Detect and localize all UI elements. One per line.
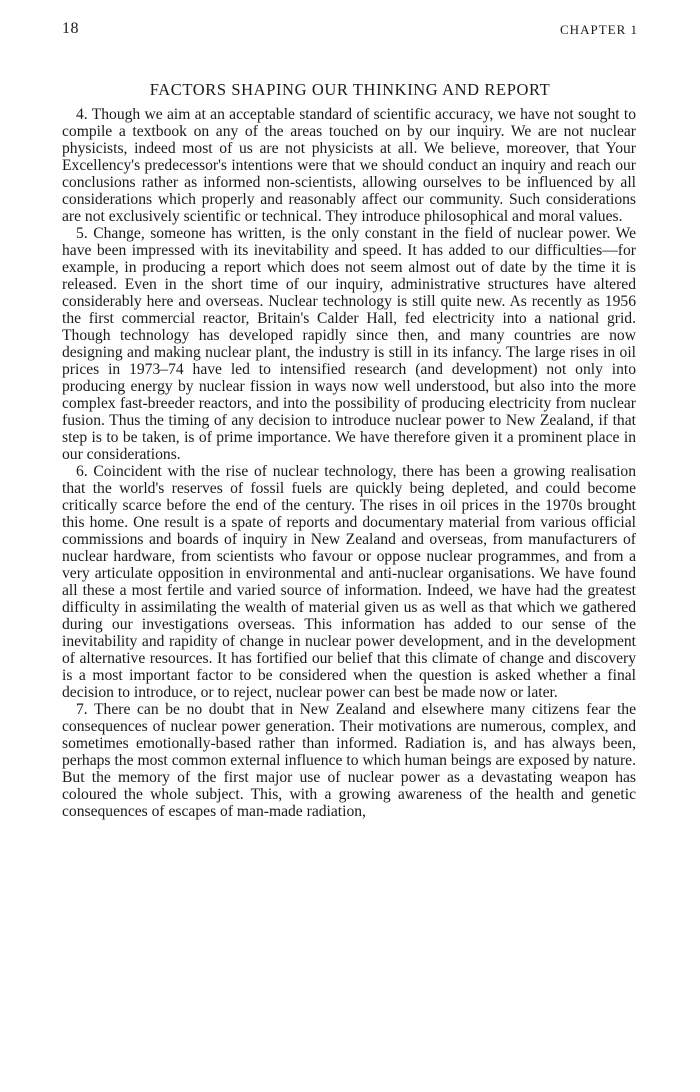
body-text <box>62 106 636 820</box>
section-heading: FACTORS SHAPING OUR THINKING AND REPORT <box>149 80 551 99</box>
paragraph-6: 6. Coincident with the rise of nuclear technology, there has been a growing realisation that the world's reserves of fossil fuels are quickly being depleted, and could become critically scarce before the end of the century. The rises in oil prices in the 1970s brought this home. One result is a spate of reports and documentary material from various official commissions and boards of inquiry in New Zealand and overseas, from manufacturers of nuclear hardware, from scientists who favour or oppose nuclear programmes, and from a very articulate opposition in environmental and anti-nuclear organisations. We have found all these a most fertile and varied source of information. Indeed, we have had the greatest difficulty in assimilating the wealth of material given us as well as that which we gathered during our investigations overseas. This information has added to our sense of the inevitability and rapidity of change in nuclear power development, and in the development of alternative resources. It has fortified our belief that this climate of change and discovery is a most important factor to be considered when the question is asked whether a final decision to introduce, or to reject, nuclear power can best be made now or later. <box>62 463 636 701</box>
paragraph-7: 7. There can be no doubt that in New Zealand and elsewhere many citizens fear the consequences of nuclear power generation. Their motivations are numerous, complex, and sometimes emotionally-based rather than informed. Radiation is, and has always been, perhaps the most common external influence to which human beings are exposed by nature. But the memory of the first major use of nuclear power as a devastating weapon has coloured the whole subject. This, with a growing awareness of the health and genetic consequences of escapes of man-made radiation, <box>62 701 636 820</box>
running-head: CHAPTER 1 <box>560 22 638 37</box>
page-header <box>62 20 638 44</box>
paragraph-5: 5. Change, someone has written, is the only constant in the field of nuclear power. We have been impressed with its inevitability and speed. It has added to our difficulties—for example, in producing a report which does not seem almost out of date by the time it is released. Even in the short time of our inquiry, administrative structures have altered considerably here and overseas. Nuclear technology is still quite new. As recently as 1956 the first commercial reactor, Britain's Calder Hall, fed electricity into a national grid. Though technology has developed rapidly since then, and many countries are now designing and making nuclear plant, the industry is still in its infancy. The large rises in oil prices in 1973–74 have led to intensified research (and development) not only into producing energy by nuclear fission in ways now well understood, but also into the more complex fast-breeder reactors, and into the possibility of producing electricity from nuclear fusion. Thus the timing of any decision to introduce nuclear power to New Zealand, if that step is to be taken, is of prime importance. We have therefore given it a prominent place in our considerations. <box>62 225 636 463</box>
page-number: 18 <box>62 20 79 37</box>
paragraph-4: 4. Though we aim at an acceptable standard of scientific accuracy, we have not sought to compile a textbook on any of the areas touched on by our inquiry. We are not nuclear physicists, indeed most of us are not physicists at all. We believe, moreover, that Your Excellency's predecessor's intentions were that we should conduct an inquiry and reach our conclusions rather as informed non-scientists, allowing ourselves to be influenced by all considerations which properly and reasonably affect our community. Such considerations are not exclusively scientific or technical. They introduce philosophical and moral values. <box>62 106 636 225</box>
